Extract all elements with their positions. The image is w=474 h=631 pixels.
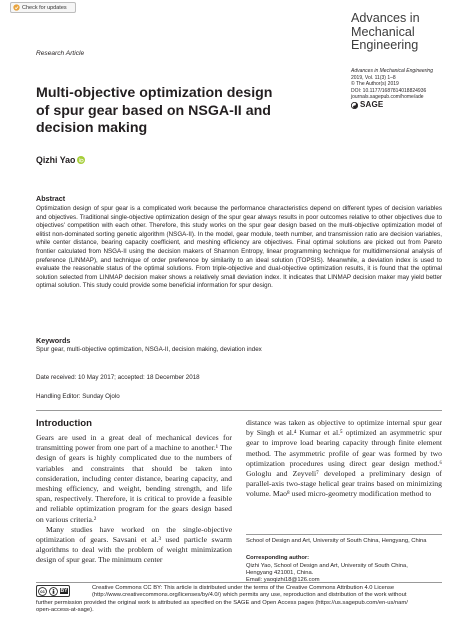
- license-line-3: further permission provided the original work is attributed as specified on the SAGE and Open Access pages (https://us.sagepub.com/en-us/nam/: [36, 600, 408, 606]
- check-for-updates-label: Check for updates: [22, 4, 67, 11]
- orcid-icon[interactable]: [77, 156, 85, 164]
- cc-license-badge[interactable]: [36, 585, 70, 597]
- introduction-heading: Introduction: [36, 418, 92, 429]
- check-for-updates-badge[interactable]: [10, 2, 76, 13]
- body-column-left: [36, 433, 232, 566]
- abstract-section: [36, 194, 442, 291]
- meta-doi[interactable]: DOI: 10.1177/1687814018824936: [351, 87, 427, 94]
- abstract-heading: Abstract: [36, 194, 66, 203]
- journal-line-2: Mechanical: [351, 24, 415, 39]
- meta-volume: 2019, Vol. 11(3) 1–8: [351, 74, 396, 81]
- sage-logo: [351, 102, 469, 109]
- journal-name: [351, 12, 469, 53]
- license-line-2: (http://www.creativecommons.org/licenses/by/4.0/) which permits any use, reproduction and distribution of the work without: [92, 592, 407, 599]
- check-updates-icon: [13, 4, 20, 11]
- footnote-divider: [246, 534, 442, 535]
- meta-journal: Advances in Mechanical Engineering: [351, 68, 433, 74]
- intro-paragraph-1: Gears are used in a great deal of mechanical devices for transmitting power from one part of a machine to another.¹ The design of gears is highly complicated due to the numbers of variables and constraints that should be taken into consideration, including center distance, bearing capacity, and meshing efficiency, and weight, bending strength, and life span, respectively. Therefore, it is critical to provide a feasible and reliable optimization program for the gears design based on various criteria.²: [36, 433, 232, 524]
- dates-line: Date received: 10 May 2017; accepted: 18 December 2018: [36, 374, 200, 381]
- license-line-4: open-access-at-sage).: [36, 607, 94, 614]
- journal-line-3: Engineering: [351, 38, 419, 52]
- affiliation: School of Design and Art, University of South China, Hengyang, China: [246, 538, 427, 544]
- license-text-bottom: [36, 600, 452, 615]
- article-type: Research Article: [36, 50, 85, 57]
- license-divider: [36, 582, 442, 583]
- license-text-top: [92, 585, 452, 600]
- author-line: [36, 155, 85, 165]
- cc-by-label: BY: [60, 588, 68, 594]
- corresponding-email[interactable]: Email: yaoqizhi18@126.com: [246, 577, 320, 584]
- corresponding-line-1: Qizhi Yao, School of Design and Art, University of South China,: [246, 563, 408, 569]
- sage-wordmark: SAGE: [360, 100, 384, 110]
- intro-paragraph-2: Many studies have worked on the single-objective optimization of gears. Savsani et al.³ used particle swarm algorithms to deal with the problem of weight minimization design of spur gear. The minimum center: [36, 524, 232, 565]
- license-line-1: Creative Commons CC BY: This article is distributed under the terms of the Creative Commons Attribution 4.0 License: [92, 585, 395, 591]
- sage-mark-icon: [351, 102, 358, 109]
- section-divider: [36, 410, 442, 411]
- title-line-1: Multi-objective optimization design: [36, 85, 273, 101]
- abstract-text: Optimization design of spur gear is a complicated work because the performance characteristics depend on different types of decision variables and objectives. Traditional single-objective optimization design of the spur gear always results in poor outcomes relative to other objectives due to objectives' competition with each other. Therefore, this study works on the spur gear design based on the multi-objective optimization model of elitist non-dominated sorting genetic algorithm (NSGA-II). In the model, gear module, teeth number, and transmission ratio are decision variables, while center distance, bearing capacity coefficient, and meshing efficiency are objectives. Final optimal solutions are picked out from Pareto frontier calculated from NSGA-II using the decision makers of Shannon Entropy, linear programming technique for multidimensional analysis of preference (LINMAP), and technique of order preference by similarity to an ideal solution (TOPSIS). Meanwhile, a deviation index is used to evaluate the reasonable status of the optimal solutions. From triple-objective and dual-objective optimization results, it is found that the optimal solution selected from LINMAP decision maker shows a relatively small deviation index. It indicates that LINMAP decision maker may yield better optimal solution. This study could provide some beneficial information for spur design.: [36, 205, 442, 290]
- article-meta: [351, 68, 469, 109]
- article-title: [36, 85, 326, 138]
- meta-copyright: © The Author(s) 2019: [351, 81, 399, 88]
- attribution-person-icon: [49, 587, 58, 596]
- svg-text:cc: cc: [39, 588, 45, 594]
- creative-commons-icon: [38, 587, 47, 596]
- journal-line-1: Advances in: [351, 11, 420, 25]
- corresponding-line-2: Hengyang 421001, China.: [246, 570, 314, 577]
- intro-paragraph-3: distance was taken as objective to optimize internal spur gear by Singh et al.⁴ Kumar et al.⁵ optimized an asymmetric spur gear to improve load bearing capacity through finite element method. The asymmetric profile of gear was formed by two optimization procedures using direct gear design method.⁶ Gologlu and Zeyveli⁷ developed a preliminary design of parallel-axis two-stage helical gear trains based on minimizing volume. Mao⁸ used micro-geometry modification method to: [246, 418, 442, 499]
- author-name[interactable]: Qizhi Yao: [36, 155, 76, 165]
- handling-editor: Handling Editor: Sunday Ojolo: [36, 393, 120, 400]
- meta-url[interactable]: journals.sagepub.com/home/ade: [351, 94, 424, 101]
- keywords-heading: Keywords: [36, 336, 71, 345]
- title-line-2: of spur gear based on NSGA-II and: [36, 102, 271, 119]
- corresponding-heading: Corresponding author:: [246, 555, 310, 561]
- title-line-3: decision making: [36, 120, 148, 136]
- body-column-right: [246, 418, 442, 500]
- keywords-text: Spur gear, multi-objective optimization, NSGA-II, decision making, deviation index: [36, 346, 262, 353]
